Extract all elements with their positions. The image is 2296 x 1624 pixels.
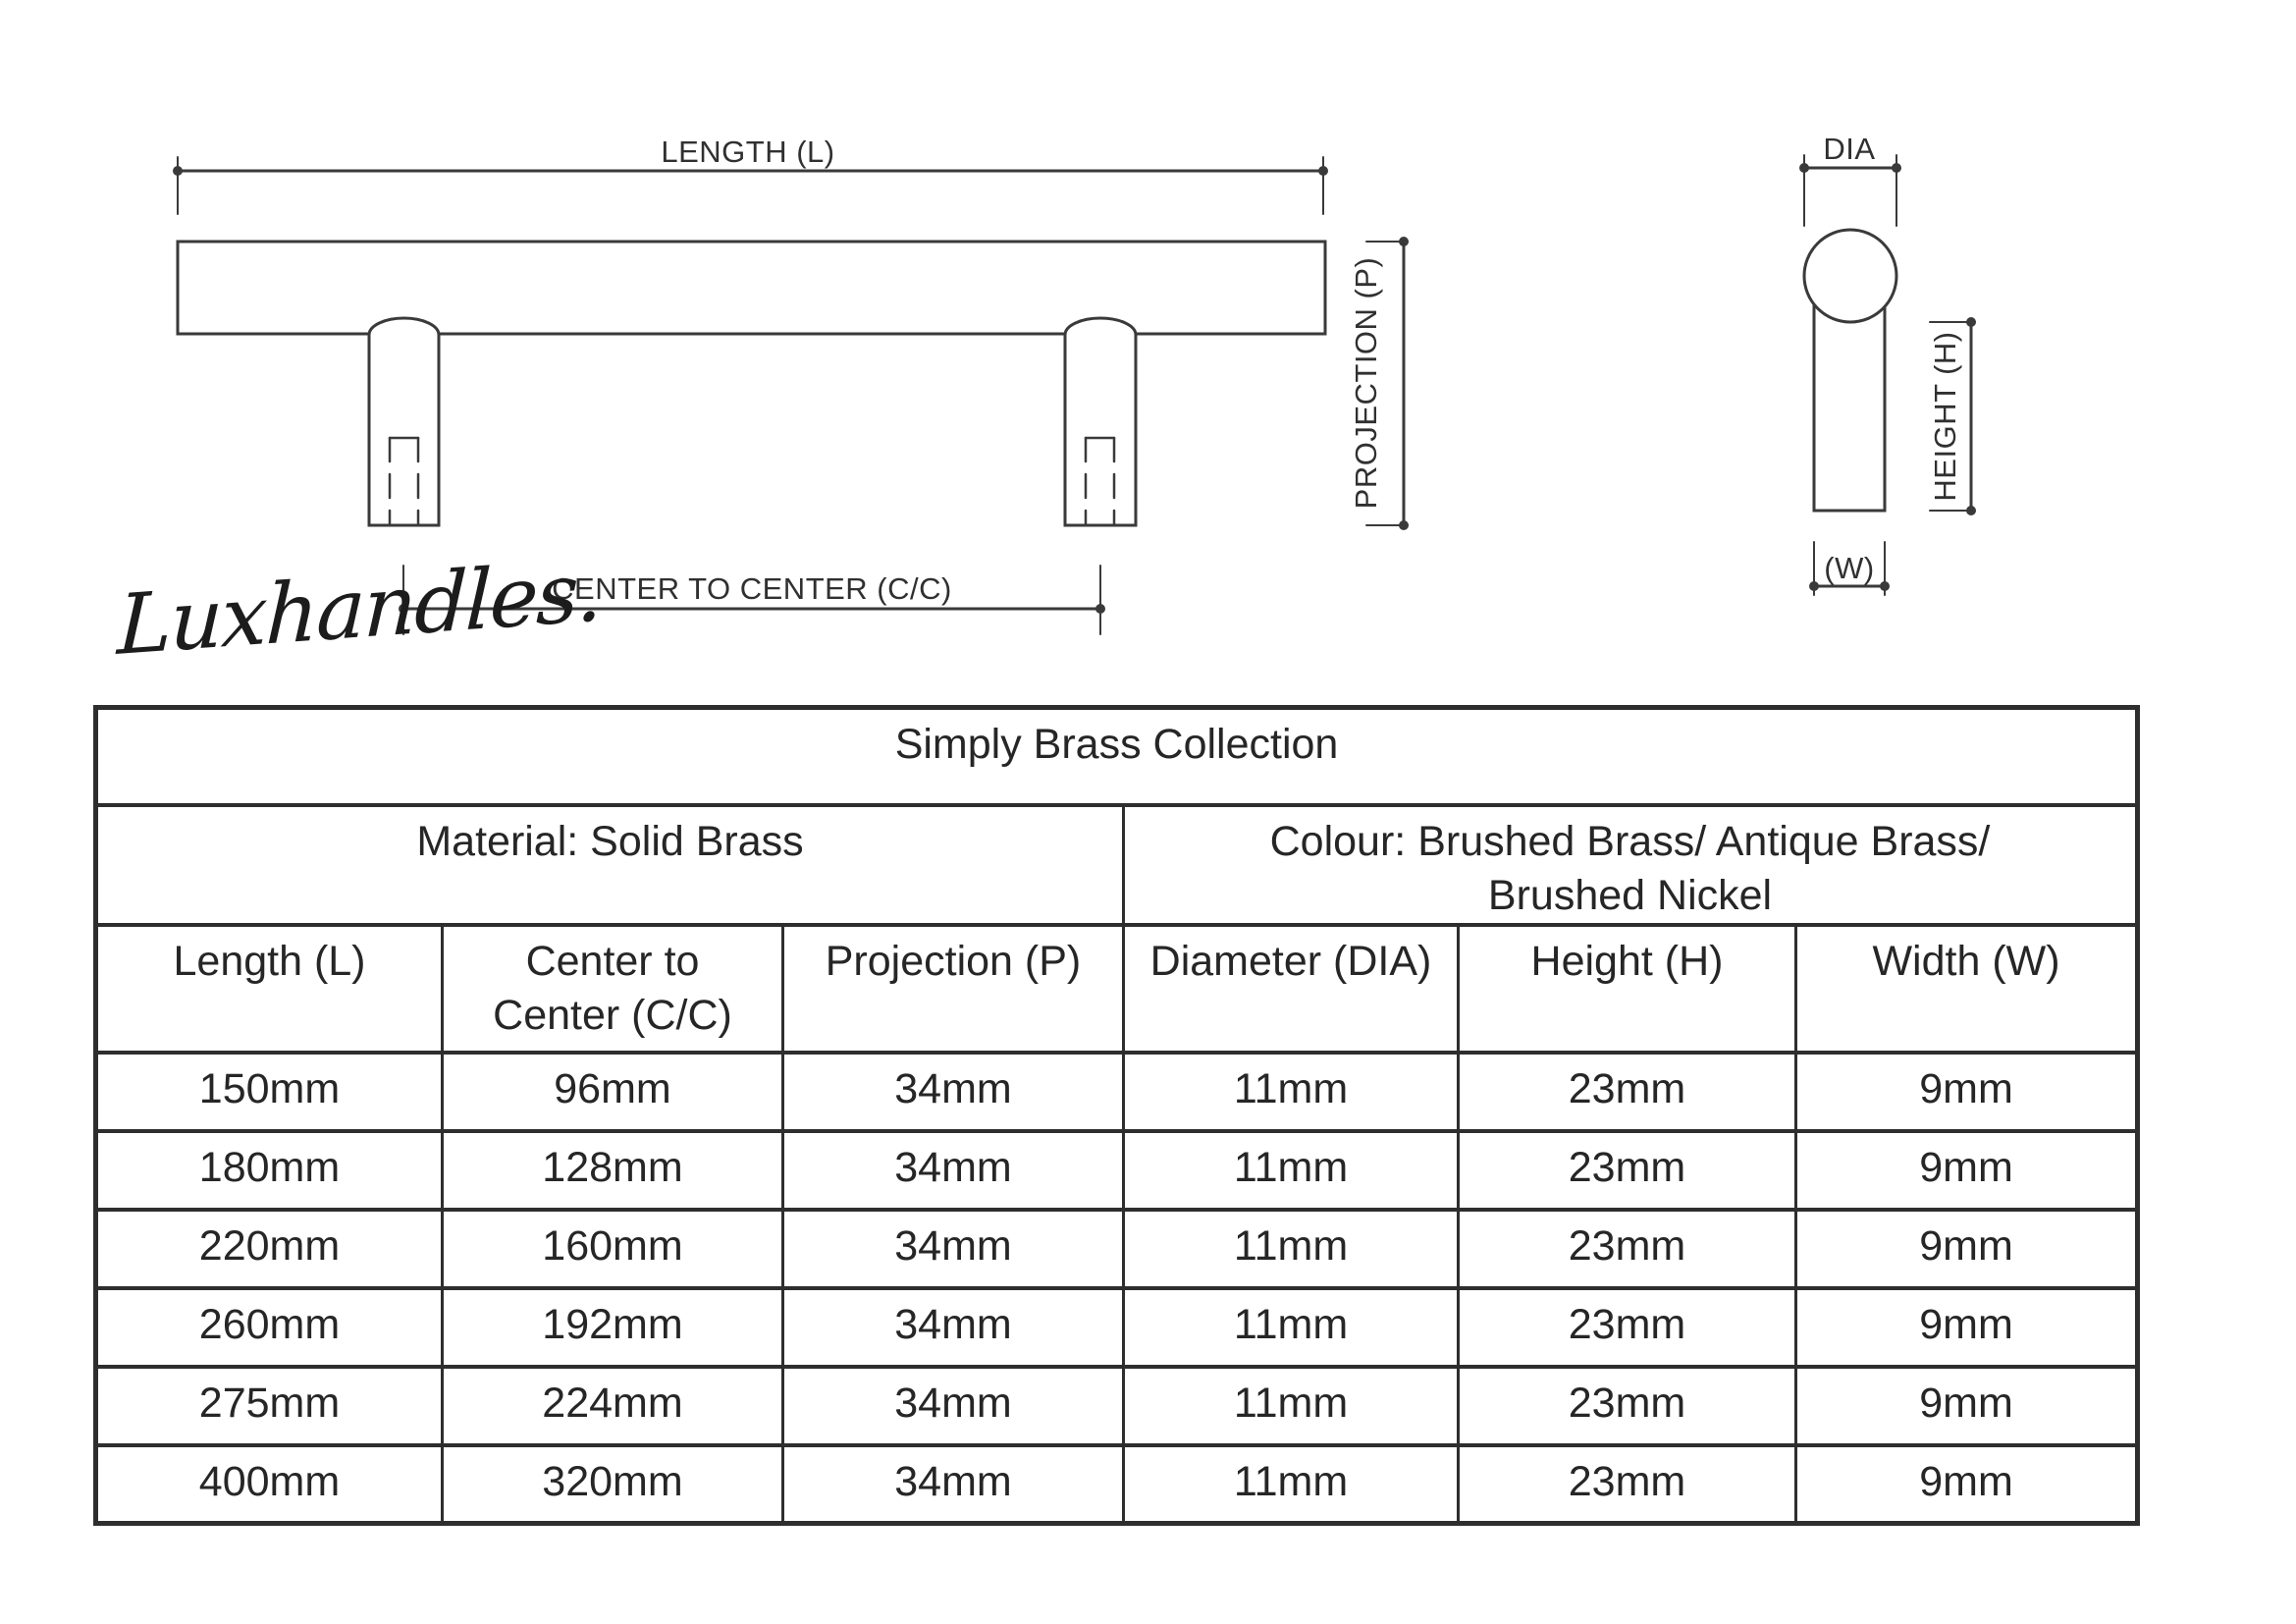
spec-cell: 34mm	[783, 1445, 1124, 1524]
spec-cell: 23mm	[1459, 1445, 1796, 1524]
spec-cell: 34mm	[783, 1367, 1124, 1445]
spec-row-400	[96, 1445, 2138, 1524]
title-row	[96, 708, 2138, 805]
material-cell: Material: Solid Brass	[96, 805, 1124, 925]
width-label: (W)	[1824, 551, 1875, 585]
left-post	[369, 318, 439, 525]
luxhandles-signature: Luxhandles.	[116, 543, 603, 674]
spec-cell: 34mm	[783, 1131, 1124, 1210]
spec-cell: 11mm	[1124, 1053, 1459, 1131]
column-header-center-to-center: Center to Center (C/C)	[443, 925, 783, 1053]
spec-cell: 320mm	[443, 1445, 783, 1524]
spec-cell: 96mm	[443, 1053, 783, 1131]
projection-dimension	[1349, 237, 1409, 530]
length-dimension	[173, 135, 1328, 214]
projection-label: PROJECTION (P)	[1349, 256, 1383, 510]
spec-cell: 260mm	[96, 1288, 443, 1367]
center-to-center-label: CENTER TO CENTER (C/C)	[552, 571, 952, 606]
spec-row-260	[96, 1288, 2138, 1367]
spec-cell: 11mm	[1124, 1445, 1459, 1524]
spec-cell: 11mm	[1124, 1131, 1459, 1210]
column-header-height: Height (H)	[1459, 925, 1796, 1053]
column-header-length: Length (L)	[96, 925, 443, 1053]
column-header-diameter: Diameter (DIA)	[1124, 925, 1459, 1053]
colour-line-1: Colour: Brushed Brass/ Antique Brass/	[1269, 817, 1991, 865]
column-header-projection: Projection (P)	[783, 925, 1124, 1053]
spec-row-220	[96, 1210, 2138, 1288]
dia-label: DIA	[1823, 132, 1876, 166]
spec-cell: 23mm	[1459, 1131, 1796, 1210]
spec-cell: 23mm	[1459, 1288, 1796, 1367]
spec-cell: 224mm	[443, 1367, 783, 1445]
spec-cell: 9mm	[1796, 1288, 2138, 1367]
spec-cell: 11mm	[1124, 1288, 1459, 1367]
spec-cell: 160mm	[443, 1210, 783, 1288]
spec-cell: 9mm	[1796, 1210, 2138, 1288]
spec-cell: 180mm	[96, 1131, 443, 1210]
spec-cell: 23mm	[1459, 1053, 1796, 1131]
spec-cell: 34mm	[783, 1053, 1124, 1131]
spec-row-275	[96, 1367, 2138, 1445]
height-label: HEIGHT (H)	[1928, 331, 1962, 502]
spec-row-150	[96, 1053, 2138, 1131]
bar-cross-section	[1804, 230, 1896, 322]
spec-cell: 34mm	[783, 1210, 1124, 1288]
colour-line-2: Brushed Nickel	[1487, 871, 1773, 919]
spec-cell: 34mm	[783, 1288, 1124, 1367]
spec-cell: 9mm	[1796, 1445, 2138, 1524]
spec-cell: 220mm	[96, 1210, 443, 1288]
spec-cell: 9mm	[1796, 1131, 2138, 1210]
side-post	[1814, 304, 1885, 511]
height-dimension	[1928, 317, 1976, 515]
material-colour-row	[96, 805, 2138, 925]
width-dimension	[1809, 542, 1890, 595]
spec-cell: 9mm	[1796, 1367, 2138, 1445]
spec-cell: 23mm	[1459, 1210, 1796, 1288]
column-header-row	[96, 925, 2138, 1053]
side-view	[1799, 132, 1976, 595]
dia-dimension	[1799, 132, 1901, 226]
spec-cell: 23mm	[1459, 1367, 1796, 1445]
length-label: LENGTH (L)	[661, 135, 835, 169]
spec-row-180	[96, 1131, 2138, 1210]
spec-cell: 11mm	[1124, 1210, 1459, 1288]
column-header-width: Width (W)	[1796, 925, 2138, 1053]
right-post	[1065, 318, 1136, 525]
collection-title: Simply Brass Collection	[96, 708, 2138, 805]
spec-cell: 9mm	[1796, 1053, 2138, 1131]
spec-cell: 192mm	[443, 1288, 783, 1367]
spec-cell: 275mm	[96, 1367, 443, 1445]
spec-cell: 128mm	[443, 1131, 783, 1210]
handle-bar	[178, 242, 1325, 334]
spec-cell: 150mm	[96, 1053, 443, 1131]
spec-cell: 11mm	[1124, 1367, 1459, 1445]
colour-cell	[1124, 805, 2138, 925]
spec-table	[93, 705, 2140, 1526]
spec-cell: 400mm	[96, 1445, 443, 1524]
